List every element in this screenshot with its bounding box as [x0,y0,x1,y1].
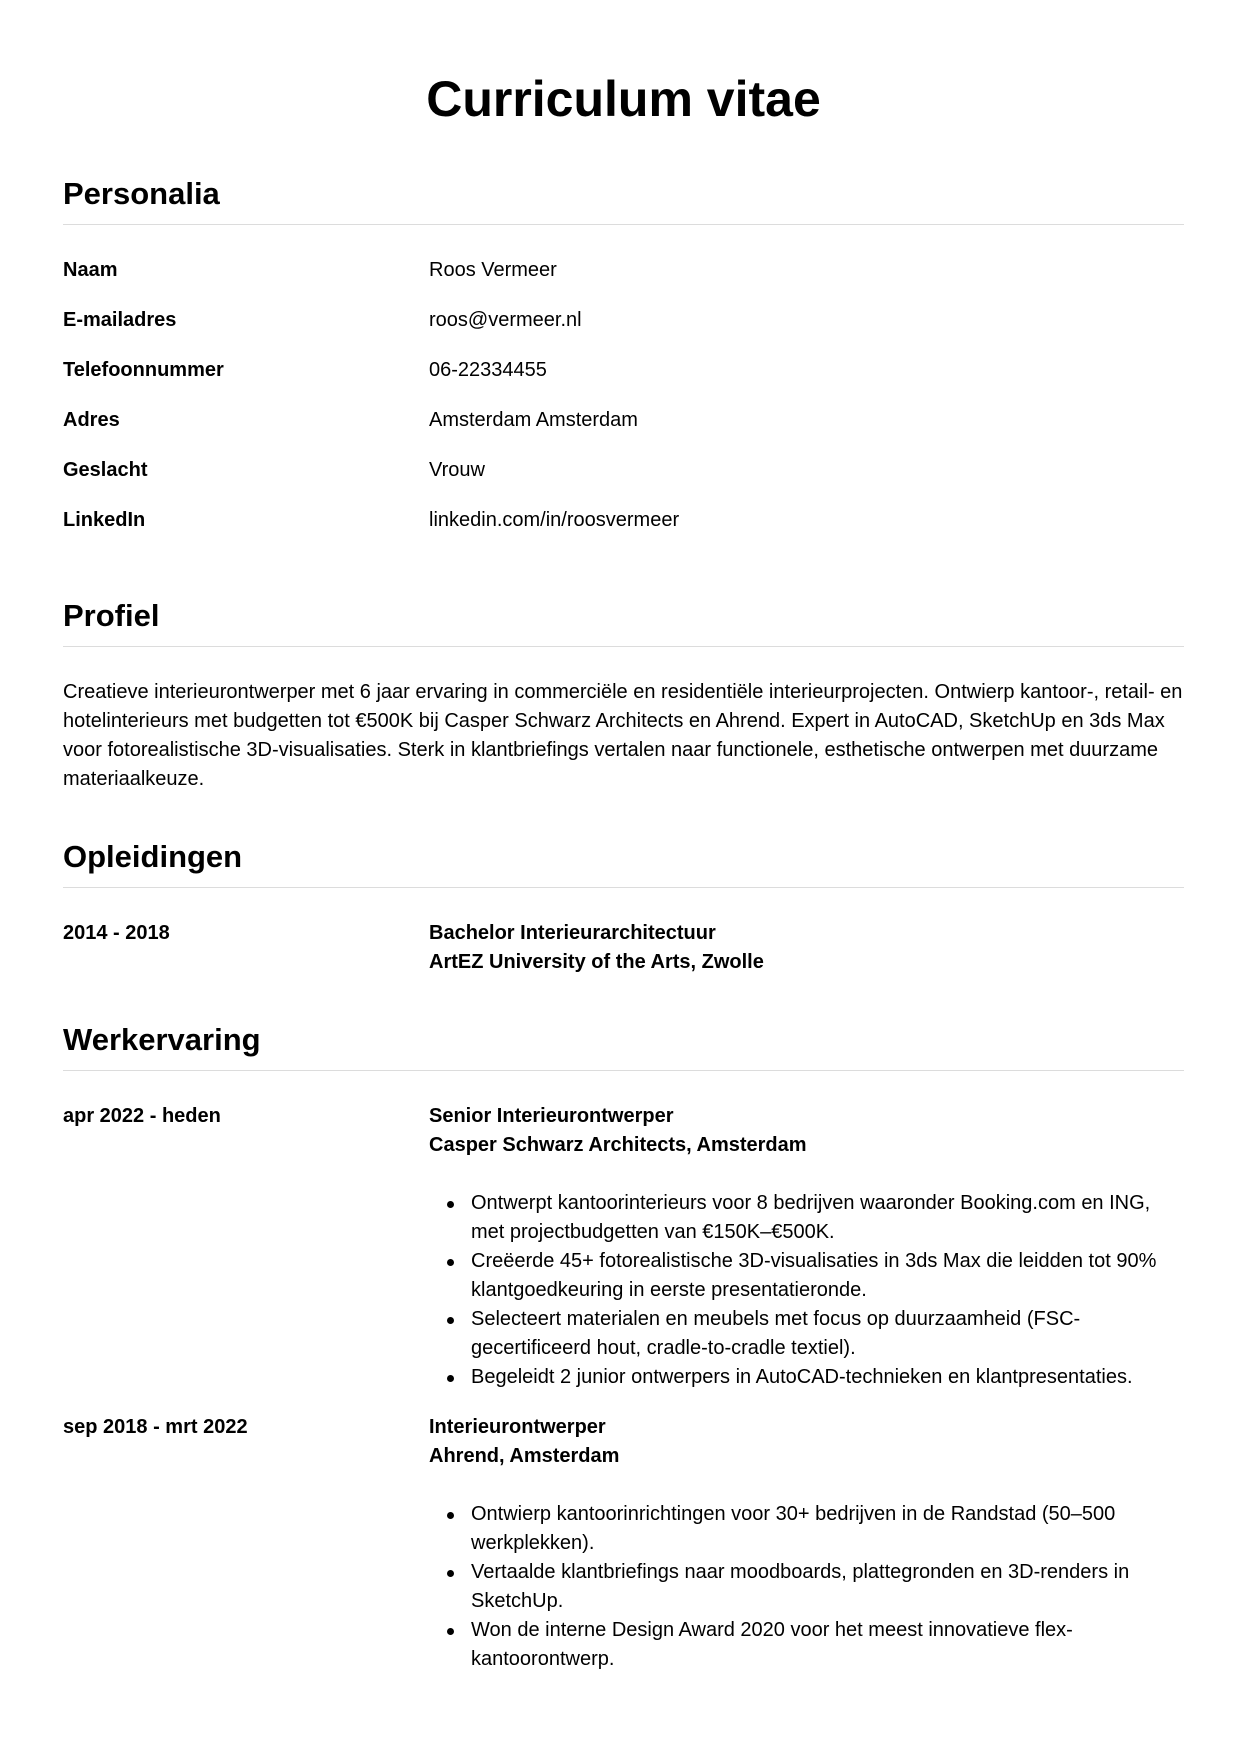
personalia-row-linkedin [63,506,1184,556]
bullet-item: Ontwierp kantoorinrichtingen voor 30+ bedrijven in de Randstad (50–500 werkplekken). [471,1500,1184,1558]
education-date: 2014 - 2018 [63,922,170,944]
work-date: sep 2018 - mrt 2022 [63,1416,248,1438]
bullet-item: Creëerde 45+ fotorealistische 3D-visualisaties in 3ds Max die leidden tot 90% klantgoedkeuring in eerste presentatieronde. [471,1247,1184,1305]
personalia-label: Geslacht [63,459,148,481]
personalia-table [63,225,1184,556]
education-body [429,919,1184,977]
section-heading-werkervaring: Werkervaring [63,1020,1184,1071]
work-body [429,1102,1184,1392]
work-title: Senior Interieurontwerper [429,1105,674,1127]
work-org: Casper Schwarz Architects, Amsterdam [429,1134,807,1156]
personalia-label: Telefoonnummer [63,359,224,381]
personalia-label: Naam [63,259,118,281]
personalia-row-naam [63,256,1184,306]
bullet-item: Won de interne Design Award 2020 voor het meest innovatieve flex-kantoorontwerp. [471,1616,1184,1674]
bullet-item: Ontwerpt kantoorinterieurs voor 8 bedrijven waaronder Booking.com en ING, met projectbudgetten van €150K–€500K. [471,1189,1184,1247]
section-opleidingen [63,837,1184,977]
personalia-value: roos@vermeer.nl [429,309,582,331]
section-heading-personalia: Personalia [63,174,1184,225]
personalia-row-email [63,306,1184,356]
section-werkervaring [63,1020,1184,1674]
bullet-item: Begeleidt 2 junior ontwerpers in AutoCAD-technieken en klantpresentaties. [471,1363,1184,1392]
profile-text: Creatieve interieurontwerper met 6 jaar ervaring in commerciële en residentiële interieurprojecten. Ontwierp kantoor-, retail- en hotelinterieurs met budgetten tot €500K bij Casper Schwarz Architects en Ahrend. Expert in AutoCAD, SketchUp en 3ds Max voor fotorealistische 3D-visualisaties. Sterk in klantbriefings vertalen naar functionele, esthetische ontwerpen met duurzame materiaalkeuze. [63,681,1183,790]
bullet-item: Selecteert materialen en meubels met focus op duurzaamheid (FSC-gecertificeerd hout, cradle-to-cradle textiel). [471,1305,1184,1363]
personalia-label: LinkedIn [63,509,146,531]
personalia-row-geslacht [63,456,1184,506]
personalia-row-telefoon [63,356,1184,406]
personalia-value: linkedin.com/in/roosvermeer [429,509,680,531]
section-profiel [63,596,1184,794]
personalia-label: E-mailadres [63,309,177,331]
personalia-label: Adres [63,409,120,431]
work-bullets [429,1500,1184,1674]
work-title: Interieurontwerper [429,1416,606,1438]
section-heading-opleidingen: Opleidingen [63,837,1184,888]
personalia-value: Vrouw [429,459,485,481]
work-org: Ahrend, Amsterdam [429,1445,620,1467]
bullet-item: Vertaalde klantbriefings naar moodboards, plattegronden en 3D-renders in SketchUp. [471,1558,1184,1616]
education-title: Bachelor Interieurarchitectuur [429,922,716,944]
work-bullets [429,1189,1184,1392]
personalia-row-adres [63,406,1184,456]
work-date: apr 2022 - heden [63,1105,221,1127]
section-personalia [63,174,1184,556]
education-org: ArtEZ University of the Arts, Zwolle [429,951,764,973]
page-title: Curriculum vitae [426,71,821,127]
section-heading-profiel: Profiel [63,596,1184,647]
education-entry [63,888,1184,977]
work-body [429,1413,1184,1674]
personalia-value: 06-22334455 [429,359,547,381]
personalia-value: Roos Vermeer [429,259,557,281]
personalia-value: Amsterdam Amsterdam [429,409,638,431]
work-entry [63,1392,1184,1674]
work-entry [63,1071,1184,1392]
